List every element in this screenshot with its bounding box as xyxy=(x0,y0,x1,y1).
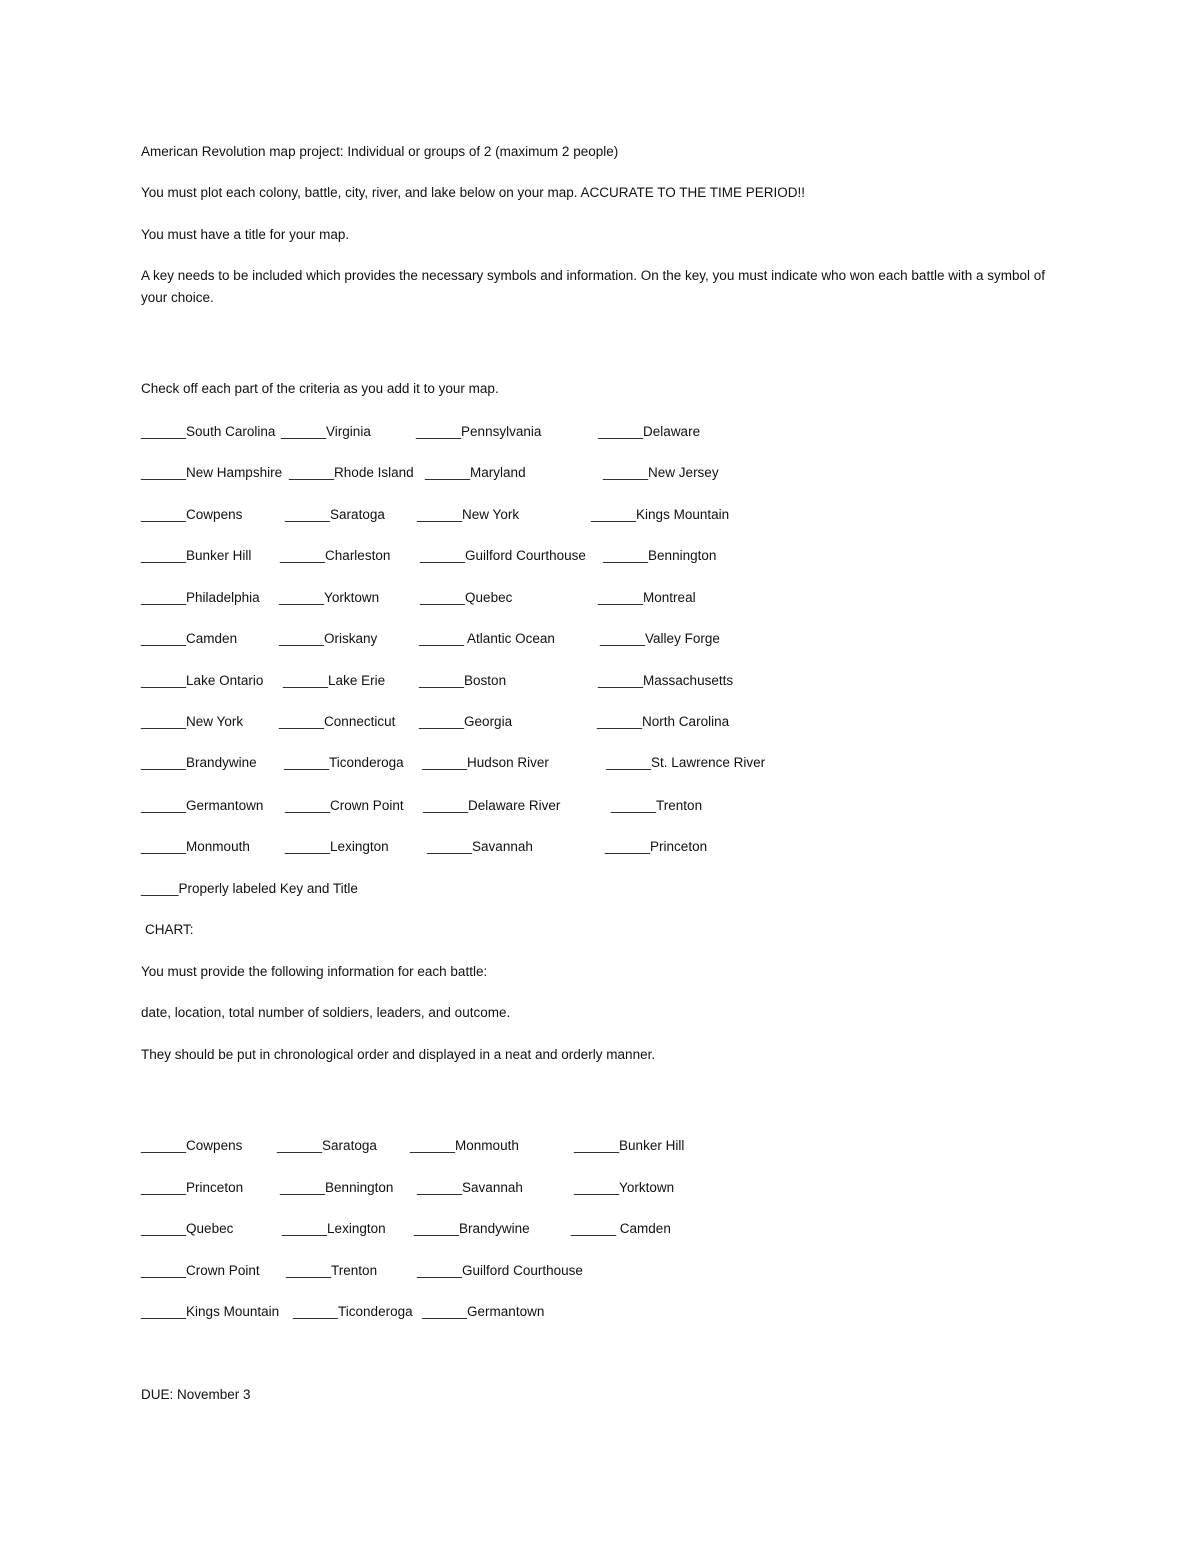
checklist-row xyxy=(0,1262,1200,1280)
checklist-item: ______Crown Point xyxy=(141,1263,260,1278)
criteria-intro: Check off each part of the criteria as you add it to your map. xyxy=(141,381,499,396)
chart-instruction-3: They should be put in chronological order and displayed in a neat and orderly manner. xyxy=(141,1047,656,1062)
checklist-row xyxy=(0,797,1200,815)
checklist-item: ______Cowpens xyxy=(141,507,243,522)
checklist-item: ______Bunker Hill xyxy=(574,1138,685,1153)
checklist-row xyxy=(0,1137,1200,1155)
checklist-item: ______Bennington xyxy=(603,548,717,563)
checklist-item: ______Kings Mountain xyxy=(591,507,730,522)
document-title: American Revolution map project: Individual or groups of 2 (maximum 2 people) xyxy=(141,144,619,159)
checklist-row xyxy=(0,1303,1200,1321)
checklist-item: ______North Carolina xyxy=(597,714,730,729)
checklist-item: ______Savannah xyxy=(417,1180,523,1195)
checklist-item: ______Boston xyxy=(419,673,507,688)
checklist-item: ______Trenton xyxy=(286,1263,378,1278)
checklist-item: ______Princeton xyxy=(605,839,708,854)
checklist-item: ______Princeton xyxy=(141,1180,244,1195)
checklist-item: ______Ticonderoga xyxy=(293,1304,413,1319)
checklist-item: ______Bunker Hill xyxy=(141,548,252,563)
chart-instruction-1: You must provide the following information for each battle: xyxy=(141,964,488,979)
checklist-item: ______New York xyxy=(141,714,244,729)
checklist-row xyxy=(0,423,1200,441)
checklist-item: ______Massachusetts xyxy=(598,673,734,688)
checklist-item: ______Camden xyxy=(141,631,238,646)
checklist-item: ______ Atlantic Ocean xyxy=(419,631,555,646)
checklist-item: ______Georgia xyxy=(419,714,513,729)
checklist-item: ______ Camden xyxy=(571,1221,671,1236)
checklist-item: ______Maryland xyxy=(425,465,526,480)
instruction-title: You must have a title for your map. xyxy=(141,227,350,242)
checklist-row xyxy=(0,464,1200,482)
checklist-item: ______Brandywine xyxy=(141,755,257,770)
chart-heading: CHART: xyxy=(145,922,194,937)
checklist-item: ______Cowpens xyxy=(141,1138,243,1153)
checklist-item: ______Guilford Courthouse xyxy=(417,1263,583,1278)
checklist-item: ______Kings Mountain xyxy=(141,1304,280,1319)
checklist-item: ______Germantown xyxy=(422,1304,545,1319)
checklist-item: ______Ticonderoga xyxy=(284,755,404,770)
checklist-item: ______Monmouth xyxy=(410,1138,519,1153)
checklist-item: ______Connecticut xyxy=(279,714,396,729)
checklist-item: ______Montreal xyxy=(598,590,696,605)
checklist-row xyxy=(0,547,1200,565)
checklist-item: ______Crown Point xyxy=(285,798,404,813)
checklist-item: ______Delaware River xyxy=(423,798,561,813)
checklist-item: ______Monmouth xyxy=(141,839,250,854)
checklist-item: ______New Hampshire xyxy=(141,465,283,480)
checklist-item: ______Virginia xyxy=(281,424,371,439)
due-date: DUE: November 3 xyxy=(141,1387,251,1402)
checklist-row xyxy=(0,838,1200,856)
checklist-item: ______St. Lawrence River xyxy=(606,755,766,770)
instruction-plot: You must plot each colony, battle, city, river, and lake below on your map. ACCURATE TO THE TIME PERIOD!! xyxy=(141,185,806,200)
checklist-item: ______Quebec xyxy=(141,1221,234,1236)
chart-instruction-2: date, location, total number of soldiers, leaders, and outcome. xyxy=(141,1005,511,1020)
checklist-item: ______Hudson River xyxy=(422,755,549,770)
checklist-item: ______Lexington xyxy=(285,839,389,854)
checklist-item: ______New Jersey xyxy=(603,465,719,480)
instruction-key: A key needs to be included which provides the necessary symbols and information. On the key, you must indicate who won each battle with a symbol of your choice. xyxy=(141,268,1045,305)
checklist-row xyxy=(0,713,1200,731)
checklist-row xyxy=(0,589,1200,607)
checklist-item: ______Yorktown xyxy=(574,1180,675,1195)
checklist-item: ______Germantown xyxy=(141,798,264,813)
checklist-item: ______Oriskany xyxy=(279,631,378,646)
checklist-item: ______Trenton xyxy=(611,798,703,813)
checklist-item: ______Brandywine xyxy=(414,1221,530,1236)
checklist-item: ______New York xyxy=(417,507,520,522)
checklist-item: ______South Carolina xyxy=(141,424,276,439)
checklist-item: ______Valley Forge xyxy=(600,631,720,646)
checklist-item: ______Quebec xyxy=(420,590,513,605)
checklist-item: ______Pennsylvania xyxy=(416,424,542,439)
checklist-row xyxy=(0,672,1200,690)
checklist-row xyxy=(0,1220,1200,1238)
checklist-item: ______Philadelphia xyxy=(141,590,260,605)
checklist-item: ______Lake Erie xyxy=(283,673,386,688)
checklist-row xyxy=(0,630,1200,648)
checklist-item: ______Rhode Island xyxy=(289,465,414,480)
checklist-item: ______Saratoga xyxy=(277,1138,377,1153)
checklist-item: ______Bennington xyxy=(280,1180,394,1195)
checklist-item: ______Charleston xyxy=(280,548,391,563)
checklist-row xyxy=(0,754,1200,772)
checklist-item: ______Delaware xyxy=(598,424,701,439)
checklist-item: ______Lake Ontario xyxy=(141,673,264,688)
checklist-item: ______Yorktown xyxy=(279,590,380,605)
checklist-item: ______Saratoga xyxy=(285,507,385,522)
checklist-row xyxy=(0,1179,1200,1197)
key-title-checklist-item: _____Properly labeled Key and Title xyxy=(141,881,358,896)
checklist-item: ______Lexington xyxy=(282,1221,386,1236)
checklist-item: ______Savannah xyxy=(427,839,533,854)
checklist-row xyxy=(0,506,1200,524)
checklist-item: ______Guilford Courthouse xyxy=(420,548,586,563)
